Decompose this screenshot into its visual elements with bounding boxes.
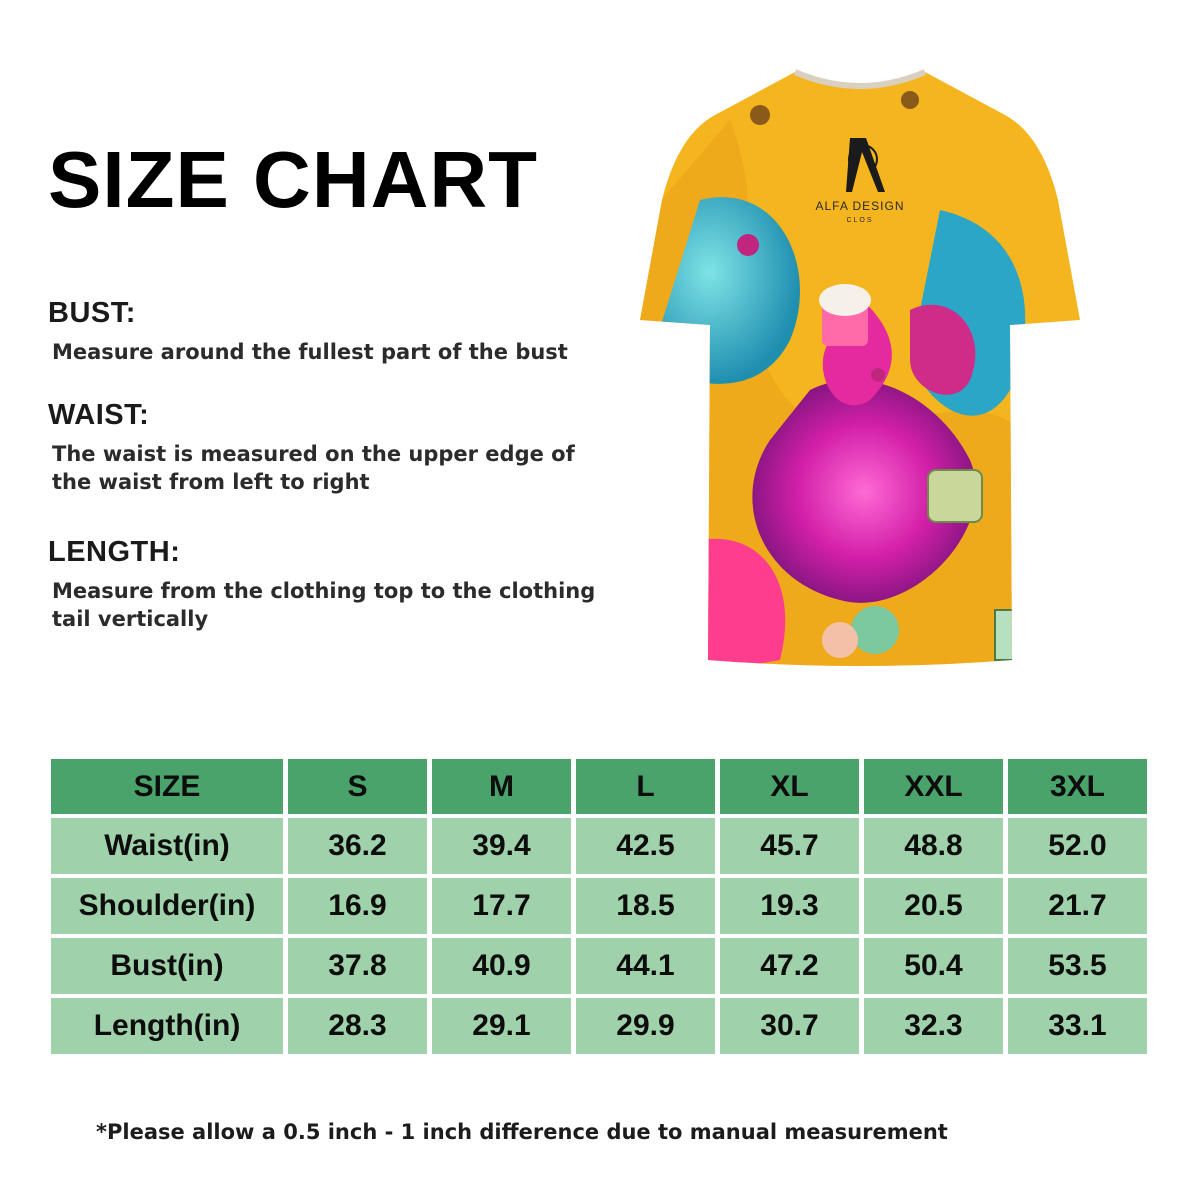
row-label: Shoulder(in) <box>51 878 283 934</box>
row-label: Length(in) <box>51 998 283 1054</box>
table-cell: 42.5 <box>576 818 715 874</box>
table-cell: 47.2 <box>720 938 859 994</box>
size-table <box>46 755 1152 1058</box>
header-s: S <box>288 759 427 814</box>
waist-description: The waist is measured on the upper edge of the waist from left to right <box>52 441 575 494</box>
table-row <box>51 818 1147 874</box>
table-cell: 40.9 <box>432 938 571 994</box>
table-cell: 29.9 <box>576 998 715 1054</box>
table-cell: 33.1 <box>1008 998 1147 1054</box>
row-label: Bust(in) <box>51 938 283 994</box>
header-xl: XL <box>720 759 859 814</box>
header-xxl: XXL <box>864 759 1003 814</box>
tshirt-image <box>610 60 1110 680</box>
table-cell: 32.3 <box>864 998 1003 1054</box>
table-cell: 39.4 <box>432 818 571 874</box>
table-cell: 28.3 <box>288 998 427 1054</box>
bust-section <box>48 298 612 366</box>
bust-description: Measure around the fullest part of the bust <box>52 339 568 364</box>
table-cell: 48.8 <box>864 818 1003 874</box>
header-m: M <box>432 759 571 814</box>
table-cell: 30.7 <box>720 998 859 1054</box>
brand-logo-text: ALFA DESIGN <box>815 199 905 213</box>
bust-heading: BUST: <box>48 297 136 329</box>
table-cell: 53.5 <box>1008 938 1147 994</box>
measurement-note: *Please allow a 0.5 inch - 1 inch difference due to manual measurement <box>96 1120 948 1144</box>
table-cell: 37.8 <box>288 938 427 994</box>
page-title: SIZE CHART <box>48 135 538 224</box>
table-cell: 16.9 <box>288 878 427 934</box>
table-cell: 50.4 <box>864 938 1003 994</box>
header-size: SIZE <box>51 759 283 814</box>
table-cell: 29.1 <box>432 998 571 1054</box>
table-cell: 52.0 <box>1008 818 1147 874</box>
waist-section <box>48 400 612 496</box>
table-cell: 20.5 <box>864 878 1003 934</box>
table-cell: 36.2 <box>288 818 427 874</box>
header-3xl: 3XL <box>1008 759 1147 814</box>
length-description: Measure from the clothing top to the clothing tail vertically <box>52 578 596 631</box>
table-row <box>51 938 1147 994</box>
table-cell: 45.7 <box>720 818 859 874</box>
length-section <box>48 537 612 633</box>
table-cell: 44.1 <box>576 938 715 994</box>
size-table-header-row <box>51 759 1147 814</box>
table-cell: 17.7 <box>432 878 571 934</box>
tshirt-illustration <box>610 60 1110 680</box>
header-l: L <box>576 759 715 814</box>
table-cell: 21.7 <box>1008 878 1147 934</box>
brand-logo-subtext: CLOS <box>846 217 874 224</box>
table-row <box>51 998 1147 1054</box>
table-row <box>51 878 1147 934</box>
row-label: Waist(in) <box>51 818 283 874</box>
table-cell: 18.5 <box>576 878 715 934</box>
length-heading: LENGTH: <box>48 536 181 568</box>
table-cell: 19.3 <box>720 878 859 934</box>
waist-heading: WAIST: <box>48 399 150 431</box>
